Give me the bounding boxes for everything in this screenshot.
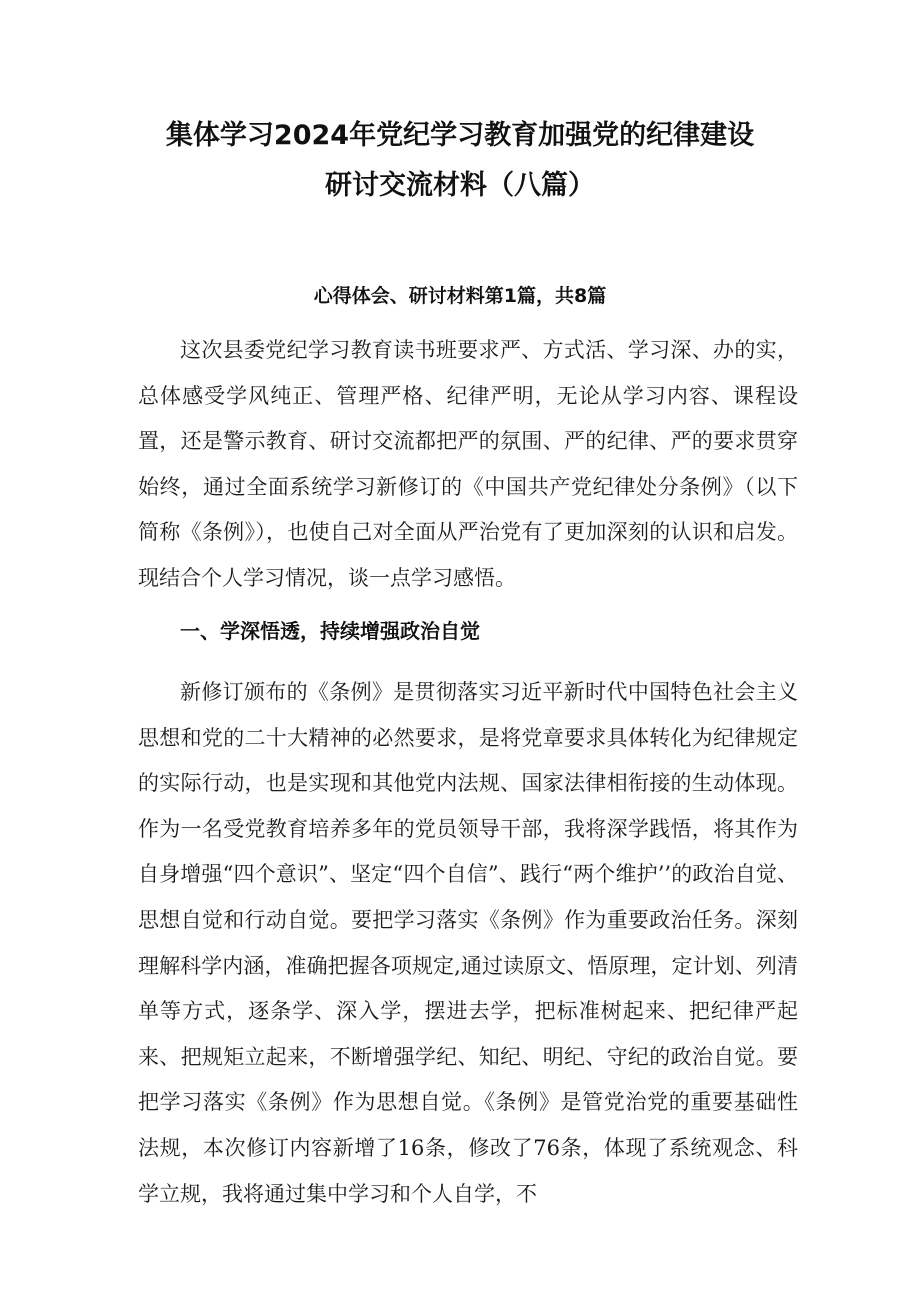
body-paragraph-1: 这次县委党纪学习教育读书班要求严、方式活、学习深、办的实，总体感受学风纯正、管理严格、纪律严明，无论从学习内容、课程设置，还是警示教育、研讨交流都把严的氛围、严的纪律、严的要求贯穿始终，通过全面系统学习新修订的《中国共产党纪律处分条例》（以下简称《条例》），也使自己对全面从严治党有了更加深刻的认识和启发。现结合个人学习情况，谈一点学习感悟。 [138, 338, 798, 590]
document-subtitle: 心得体会、研讨材料第1篇，共8篇 [313, 285, 607, 307]
document-title-line2: 研讨交流材料（八篇） [325, 170, 595, 201]
body-paragraph-2: 新修订颁布的《条例》是贯彻落实习近平新时代中国特色社会主义思想和党的二十大精神的必然要求，是将党章要求具体转化为纪律规定的实际行动，也是实现和其他党内法规、国家法律相衔接的生动体现。作为一名受党教育培养多年的党员领导干部，我将深学践悟，将其作为自身增强“四个意识”、坚定“四个自信”、践行“两个维护’’的政治自觉、思想自觉和行动自觉。要把学习落实《条例》作为重要政治任务。深刻理解科学内涵，准确把握各项规定,通过读原文、悟原理，定计划、列清单等方式，逐条学、深入学，摆进去学，把标准树起来、把纪律严起来、把规矩立起来，不断增强学纪、知纪、明纪、守纪的政治自觉。要把学习落实《条例》作为思想自觉。《条例》是管党治党的重要基础性法规，本次修订内容新增了16条，修改了76条，体现了系统观念、科学立规，我将通过集中学习和个人自学，不 [138, 680, 798, 1206]
document-title-line1: 集体学习2024年党纪学习教育加强党的纪律建设 [165, 120, 755, 151]
section-heading-1: 一、学深悟透，持续增强政治自觉 [180, 619, 480, 643]
